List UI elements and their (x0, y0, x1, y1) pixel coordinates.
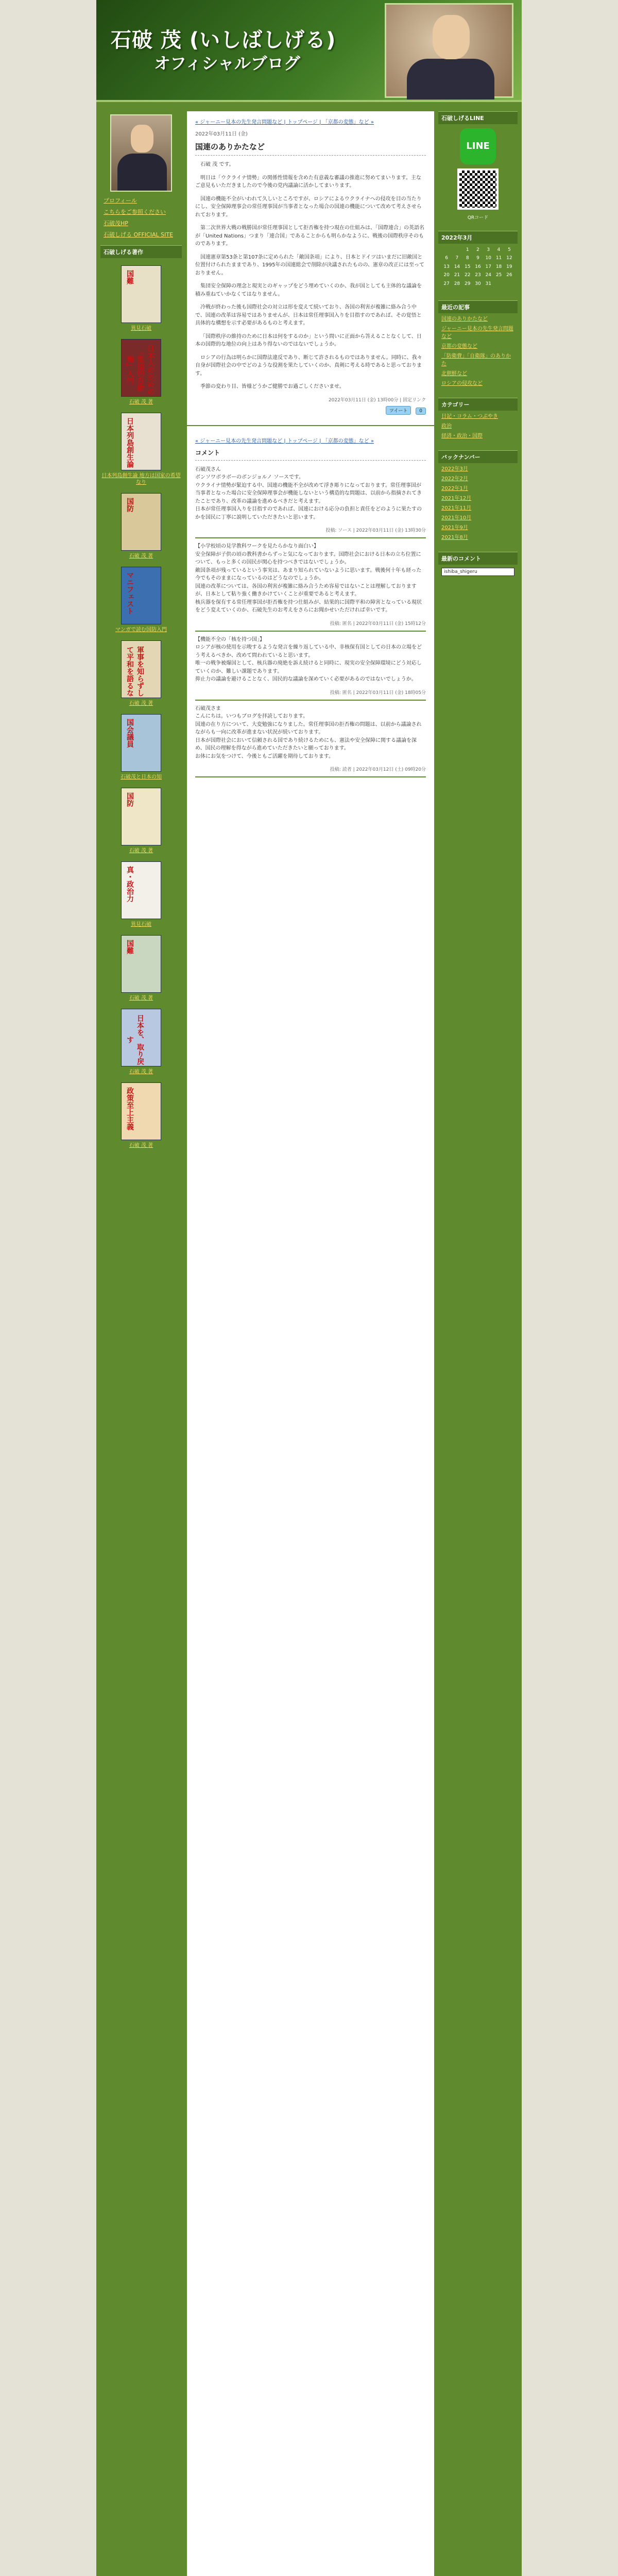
profile-photo (110, 114, 172, 192)
calendar-week (441, 263, 514, 271)
book-item[interactable] (100, 935, 182, 1002)
book-cover-title: 国防 (126, 498, 134, 512)
post-paragraph: 明日は「ウクライナ情勢」の関係性情報を含めた有意義な審議の推進に努めてまいります。主なご意見もいただきましたので今後の党内議論に活かしてまいります。 (195, 175, 421, 189)
book-item[interactable] (100, 640, 182, 707)
book-caption[interactable]: マンガで読む国防入門 (115, 627, 167, 633)
book-cover[interactable] (121, 1009, 161, 1066)
calendar-heading: 2022年3月 (438, 231, 518, 244)
book-caption[interactable]: 日本列島創生論 地方は国家の希望なり (101, 473, 181, 485)
recent-post-link[interactable]: 「防衛費」「自衛隊」のありかた (441, 353, 511, 367)
book-cover[interactable] (121, 935, 161, 993)
book-cover[interactable] (121, 567, 161, 624)
archive-heading: バックナンバー (438, 450, 518, 463)
category-link[interactable]: 日記・コラム・つぶやき (441, 413, 498, 419)
calendar-day[interactable]: 19 (506, 264, 512, 269)
comment-list (195, 466, 426, 778)
calendar-day[interactable]: 30 (475, 281, 481, 286)
comment-body: 石破茂さま こんにちは。いつもブログを拝読しております。 国連の在り方について、大変勉強になりました。常任理事国の拒否権の問題は、以前から議論されながらも一向に改革が進まない状況が続いております。 日本が国際社会において信頼される国であり続けるためにも、憲法や安全保障に関する議論を深め、国民の理解を得ながら進めていただきたいと願っております。 お体にお気をつけて、今後ともご活躍を期待しております。 (195, 705, 422, 759)
calendar-day[interactable]: 20 (443, 273, 450, 278)
post-paragraph: 国連憲章第53条と第107条に定められた「敵国条項」により、日本とドイツはいまだに旧敵国と位置付けられたままであり、1995年の国連総会で削除が決議されたものの、憲章の改正には至っておりません。 (195, 254, 425, 276)
post-paragraph: 石破 茂 です。 (200, 162, 234, 167)
calendar-week (441, 254, 514, 262)
book-cover-title: 国防 (126, 792, 134, 807)
post-body (195, 161, 426, 391)
left-sidebar (100, 111, 182, 2576)
calendar (438, 244, 518, 290)
book-cover-title: 日本人のための「集団的自衛権」入門 (126, 345, 154, 395)
book-cover-title: 政策至上主義 (126, 1087, 134, 1130)
hp-link[interactable]: 石破茂HP (104, 220, 128, 227)
tweet-button[interactable]: ツイート (386, 406, 411, 415)
book-cover[interactable] (121, 413, 161, 470)
qr-caption: QRコード (467, 215, 489, 221)
calendar-day[interactable]: 17 (485, 264, 491, 269)
book-cover[interactable] (121, 861, 161, 919)
page-frame (96, 0, 522, 2576)
book-caption[interactable]: 石破茂と日本の知 (121, 774, 162, 780)
book-cover-title: 日本を、取り戻す (126, 1014, 144, 1065)
archive-link[interactable]: 2021年9月 (441, 524, 468, 531)
right-sidebar (438, 111, 518, 678)
calendar-day[interactable]: 9 (476, 256, 479, 261)
book-item[interactable] (100, 714, 182, 781)
archive-link[interactable]: 2021年10月 (441, 515, 472, 521)
archive-link[interactable]: 2022年3月 (441, 466, 468, 472)
book-item[interactable] (100, 1009, 182, 1075)
twitter-tag[interactable]: ishiba_shigeru (441, 568, 514, 576)
archive-link[interactable]: 2022年1月 (441, 485, 468, 492)
blog-title: 石破 茂 (いしばしげる) (111, 28, 336, 52)
recent-heading: 最近の記事 (438, 300, 518, 313)
header-portrait (385, 3, 513, 98)
comment-body: 【機能不全の「核を持つ国」】 ロシアが核の使用を示唆するような発言を繰り返している中、非核保有国としての日本の立場をどう考えるべきか、改めて問われていると思います。 唯一の戦争被爆国として、核兵器の廃絶を訴え続けると同時に、現実の安全保障環境にどう対応していくのか、難しい課題であります。 抑止力の議論を避けることなく、国民的な議論を深めていく必要があるのではないでしょうか。 (195, 636, 422, 682)
post-footer[interactable]: 2022年03月11日 (金) 13時00分 | 固定リンク (328, 397, 426, 403)
book-caption[interactable]: 石破 茂 著 (129, 995, 153, 1001)
post-paragraph: ロシアの行為は明らかに国際法違反であり、断じて許されるものではありません。同時に、我々自身が国際社会の中でどのような役割を果たしていくのか、真剣に考える時であると思っております。 (195, 354, 422, 377)
book-cover[interactable] (121, 493, 161, 551)
book-caption[interactable]: 石破 茂 著 (129, 848, 153, 854)
comment-divider (195, 700, 426, 701)
line-badge[interactable]: LINE (460, 128, 496, 164)
calendar-day[interactable]: 6 (445, 256, 448, 261)
book-cover-title: 軍事を知らずして平和を語るな (126, 646, 144, 697)
archive-link[interactable]: 2021年12月 (441, 495, 472, 501)
book-item[interactable] (100, 861, 182, 928)
qr-code (457, 168, 499, 210)
calendar-day[interactable]: 29 (464, 281, 471, 286)
book-caption[interactable]: 石破 茂 著 (129, 553, 153, 559)
book-caption[interactable]: 石破 茂 著 (129, 1143, 153, 1148)
calendar-day[interactable]: 4 (497, 247, 501, 252)
book-cover[interactable] (121, 265, 161, 323)
calendar-day[interactable]: 7 (455, 256, 459, 261)
book-caption[interactable]: 石破 茂 著 (129, 399, 153, 405)
book-cover-title: マニフェスト (126, 571, 134, 615)
profile-link[interactable]: プロフィール (104, 197, 137, 204)
comment-divider (195, 776, 426, 777)
recent-post-link[interactable]: 北朝鮮など (441, 370, 467, 377)
blog-header (96, 0, 522, 102)
comment-divider (195, 631, 426, 632)
book-item[interactable] (100, 413, 182, 486)
book-cover-title: 国難 (126, 270, 134, 284)
book-cover-title: 真・政治力 (126, 866, 134, 902)
book-caption[interactable]: 石破 茂 著 (129, 701, 153, 706)
book-item[interactable] (100, 339, 182, 405)
book-cover[interactable] (121, 788, 161, 845)
blog-post (187, 111, 434, 421)
calendar-day[interactable]: 23 (475, 273, 481, 278)
divider (187, 425, 434, 426)
post-paragraph: 「国際秩序の維持のために日本は何をするのか」という問いに正面から答えることなくして、日本の国際的な地位の向上はあり得ないのではないでしょうか。 (195, 333, 422, 347)
book-item[interactable] (100, 493, 182, 560)
main-content (187, 111, 434, 2576)
calendar-day[interactable]: 1 (466, 247, 469, 252)
calendar-day[interactable]: 26 (506, 273, 512, 278)
calendar-day[interactable]: 10 (485, 256, 491, 261)
blog-subtitle: オフィシャルブログ (154, 54, 300, 73)
book-cover[interactable] (121, 1082, 161, 1140)
book-cover-title: 日本列島創生論 (126, 417, 134, 468)
post-date: 2022年03月11日 (金) (195, 131, 248, 137)
breadcrumb[interactable]: « ジャーニー見本の先生発言問題など | トップページ | 「京都の変態」など » (195, 120, 374, 125)
recent-post-link[interactable]: ロシアの侵攻など (441, 380, 483, 386)
comment-divider (195, 537, 426, 538)
book-item[interactable] (100, 567, 182, 633)
calendar-day[interactable]: 24 (485, 273, 491, 278)
tweet-count: 0 (416, 408, 426, 415)
tweet-row (195, 406, 426, 415)
calendar-week (441, 280, 514, 288)
calendar-day[interactable]: 5 (507, 247, 511, 252)
book-cover[interactable] (121, 339, 161, 397)
calendar-day[interactable]: 14 (454, 264, 460, 269)
comments-heading: コメント (195, 448, 426, 461)
post-title: 国連のありかたなど (195, 141, 426, 156)
book-caption[interactable]: 石破 茂 著 (129, 1069, 153, 1075)
calendar-day[interactable]: 18 (495, 264, 502, 269)
book-cover-title: 国会議員 (126, 719, 134, 748)
calendar-day[interactable]: 8 (466, 256, 469, 261)
calendar-day[interactable]: 28 (454, 281, 460, 286)
comment-footer[interactable]: 投稿: ソース | 2022年03月11日 (金) 13時30分 (325, 528, 426, 533)
calendar-day[interactable]: 22 (464, 273, 471, 278)
recent-list (438, 313, 518, 387)
calendar-day[interactable]: 2 (476, 247, 479, 252)
comment-footer[interactable]: 投稿: 匿名 | 2022年03月11日 (金) 18時05分 (330, 690, 426, 696)
book-item[interactable] (100, 788, 182, 854)
book-cover-title: 国難 (126, 940, 134, 954)
book-item[interactable] (100, 1082, 182, 1149)
book-cover[interactable] (121, 640, 161, 698)
calendar-day[interactable]: 12 (506, 256, 512, 261)
calendar-day[interactable]: 15 (464, 264, 471, 269)
calendar-day[interactable]: 3 (487, 247, 490, 252)
archive-link[interactable]: 2022年2月 (441, 476, 468, 482)
calendar-day[interactable]: 31 (485, 281, 491, 286)
comment-footer[interactable]: 投稿: 匿名 | 2022年03月11日 (金) 15時12分 (330, 621, 426, 626)
calendar-day[interactable]: 13 (443, 264, 450, 269)
book-cover[interactable] (121, 714, 161, 772)
post-paragraph: 国連の機能不全がいわれて久しいところですが、ロシアによるウクライナへの侵攻を目の当たりにし、安全保障理事会の常任理事国が当事者となった場合の国連の機能について改めて考えさせられております。 (195, 196, 422, 218)
comment-body: 石破茂さん ボンソワボラボーのボンジョルノ ソースです。 ウクライナ情勢が緊迫する中、国連の機能不全が改めて浮き彫りになっております。常任理事国が当事者となった場合に安全保障理事会が機能しないという構造的な問題は、以前から指摘されてきたことであり、改革の議論を進めるべきだと考えます。 日本が常任理事国入りを目指すのであれば、国連における応分の負担と責任をどのように果たすのかを国民に丁寧に説明していただきたいと思います。 (195, 466, 422, 520)
post-paragraph: 冷戦が終わった後も国際社会の対立は形を変えて続いており、各国の利害が複雑に絡み合う中で、国連の改革は容易ではありませんが、日本は常任理事国入りを目指すのであれば、その覚悟と具体的な構想を示す必要があるものと考えます。 (195, 304, 422, 326)
book-list (100, 265, 182, 1149)
post-paragraph: 季節の変わり目、皆様どうかご健勝でお過ごしくださいませ。 (200, 384, 345, 389)
book-item[interactable] (100, 265, 182, 332)
archive-link[interactable]: 2021年8月 (441, 534, 468, 540)
official-site-link[interactable]: 石破しげる OFFICIAL SITE (104, 231, 174, 238)
calendar-day[interactable]: 11 (495, 256, 502, 261)
recent-post-link[interactable]: ジャーニー見本の先生発言問題など (441, 326, 513, 340)
calendar-day[interactable]: 21 (454, 273, 460, 278)
archive-link[interactable]: 2021年11月 (441, 505, 472, 511)
category-link[interactable]: 政治 (441, 423, 452, 429)
calendar-week (441, 246, 514, 254)
reference-link[interactable]: こちらをご参照ください (104, 209, 166, 215)
calendar-day (452, 246, 462, 254)
recent-post-link[interactable]: 国連のありかたなど (441, 316, 488, 322)
calendar-day[interactable]: 16 (475, 264, 481, 269)
category-list (438, 411, 518, 440)
books-heading: 石破しげる著作 (100, 245, 182, 258)
calendar-day (493, 280, 504, 288)
book-caption[interactable]: 異見石破 (131, 326, 151, 331)
calendar-day[interactable]: 27 (443, 281, 450, 286)
line-heading: 石破しげるLINE (438, 111, 518, 124)
category-link[interactable]: 経済・政治・国際 (441, 433, 483, 439)
comment-footer[interactable]: 投稿: 読者 | 2022年03月12日 (土) 09時20分 (330, 767, 426, 772)
archive-list (438, 463, 518, 541)
calendar-day[interactable]: 25 (495, 273, 502, 278)
comment-body: 【小学校頃の見学教科ワークを見たらかなり面白い】 安全保障が子供の頃の教科書からずっと気になっております。国際社会における日本の立ち位置について、もっと多くの国民が関心を持つべきではないでしょうか。 敵国条項が残っているという事実は、あまり知られていないように思います。戦後何十年も経った今でもそのままになっているのはどうなのでしょうか。 国連の改革については、各国の利害が複雑に絡み合うため容易ではないことは理解しておりますが、日本として粘り強く働きかけていくことが重要であると考えます。 核兵器を保有する常任理事国が拒否権を持つ仕組みが、結果的に国際平和の障害となっている現状をどう変えていくのか、石破先生のお考えをさらにお聞かせいただければ幸いです。 (195, 544, 422, 613)
recent-post-link[interactable]: 京都の変態など (441, 343, 477, 349)
book-caption[interactable]: 異見石破 (131, 922, 151, 927)
calendar-day (441, 246, 452, 254)
category-heading: カテゴリー (438, 398, 518, 411)
comments-heading-right: 最新のコメント (438, 552, 518, 565)
breadcrumb-bottom[interactable]: « ジャーニー見本の先生発言問題など | トップページ | 「京都の変態」など » (195, 438, 374, 444)
calendar-day (504, 280, 514, 288)
calendar-week (441, 271, 514, 279)
comments-section (187, 430, 434, 788)
post-paragraph: 第二次世界大戦の戦勝国が常任理事国として拒否権を持つ現在の仕組みは、「国際連合」の英語名が「United Nations」つまり「連合国」であることからも明らかなように、戦後の国際秩序そのものであります。 (195, 225, 424, 247)
post-paragraph: 集団安全保障の理念と現実とのギャップをどう埋めていくのか、我が国としても主体的な議論を積み重ねていかなくてはなりません。 (195, 283, 422, 297)
